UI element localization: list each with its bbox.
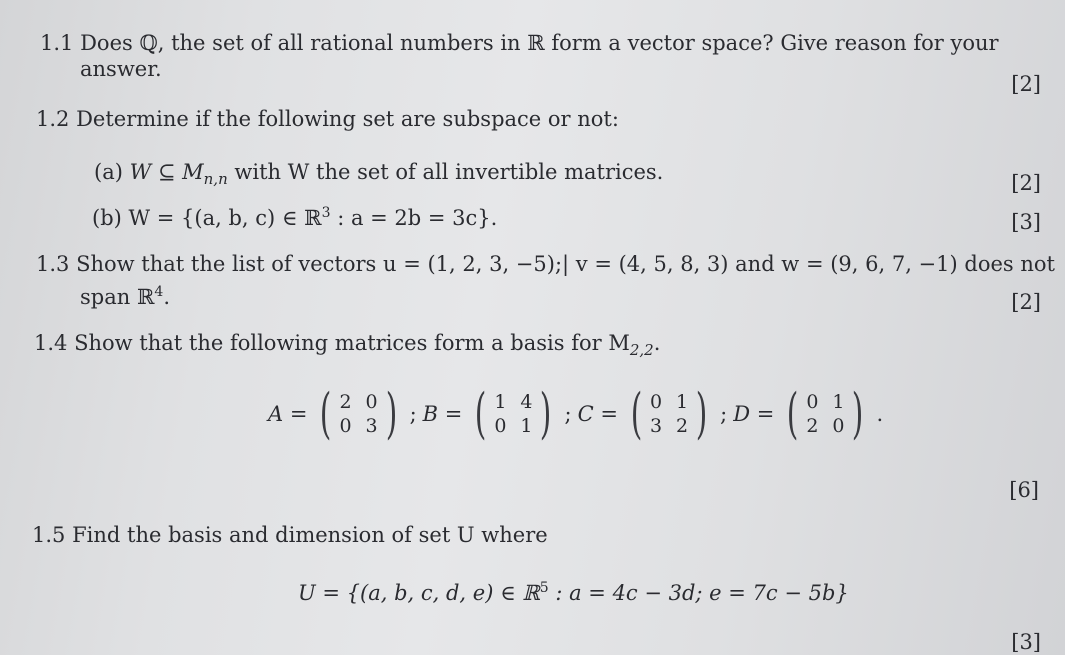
question-1-5	[32, 523, 548, 547]
question-1-4	[34, 331, 660, 362]
right-paren: )	[852, 382, 864, 445]
matrix-c-label: C =	[577, 402, 618, 426]
separator: ;	[409, 402, 417, 426]
left-paren: (	[320, 382, 332, 445]
cell: 4	[520, 391, 533, 413]
question-1-1-continuation	[80, 57, 162, 81]
question-number: 1.2	[36, 107, 70, 131]
question-text: Find the basis and dimension of set U where	[72, 523, 548, 547]
matrix-cells	[803, 391, 847, 437]
question-number: 1.5	[32, 523, 66, 547]
separator: ;	[720, 402, 728, 426]
question-text: Determine if the following set are subspace or not:	[76, 107, 619, 131]
marks-1-5: [3]	[1011, 630, 1041, 654]
superscript: 4	[154, 284, 164, 300]
part-1-2-a	[94, 160, 663, 191]
marks-1-2-a: [2]	[1011, 171, 1041, 195]
question-number: 1.3	[36, 252, 70, 276]
cell: 0	[806, 391, 819, 413]
superscript: 3	[321, 205, 331, 221]
equation-end: : a = 4c − 3d; e = 7c − 5b}	[548, 581, 849, 605]
marks-1-3: [2]	[1011, 290, 1041, 314]
cell: 1	[494, 391, 507, 413]
marks-1-4: [6]	[1009, 478, 1039, 502]
cell: 1	[832, 391, 845, 413]
part-1-2-b	[92, 201, 497, 230]
question-1-3-continuation	[80, 280, 170, 309]
part-label: (a)	[94, 160, 123, 184]
question-text-end: .	[163, 285, 171, 309]
matrix-b-label: B =	[422, 402, 463, 426]
question-text: Show that the list of vectors u = (1, 2, 3, −5);| v = (4, 5, 8, 3) and w = (9, 6, 7, −1) does not	[76, 252, 1055, 276]
cell: 0	[339, 415, 352, 437]
question-number: 1.1	[40, 31, 74, 55]
question-text: span ℝ	[80, 285, 155, 309]
separator: .	[876, 402, 884, 426]
matrix-c	[626, 382, 712, 445]
equation-start: U = {(a, b, c, d, e) ∈ ℝ	[298, 581, 540, 605]
subscript: 2,2	[629, 341, 654, 360]
cell: 0	[365, 391, 378, 413]
matrix-a	[315, 382, 401, 445]
marks-1-2-b: [3]	[1011, 210, 1041, 234]
matrix-cells	[337, 391, 381, 437]
question-1-1	[40, 31, 999, 55]
right-paren: )	[695, 382, 708, 445]
left-paren: (	[475, 382, 487, 445]
matrix-d	[782, 382, 868, 445]
cell: 0	[649, 391, 663, 413]
cell: 2	[675, 415, 689, 437]
marks-1-1: [2]	[1011, 72, 1041, 96]
matrix-a-label: A =	[268, 402, 308, 426]
cell: 1	[520, 415, 533, 437]
cell: 1	[675, 391, 689, 413]
cell: 2	[339, 391, 352, 413]
question-number: 1.4	[34, 331, 68, 355]
question-text: Does ℚ, the set of all rational numbers in ℝ form a vector space? Give reason for your	[80, 31, 999, 55]
cell: 3	[365, 415, 378, 437]
part-math: W ⊆ M	[129, 160, 204, 184]
matrix-b	[470, 382, 556, 445]
left-paren: (	[630, 382, 643, 445]
right-paren: )	[385, 382, 397, 445]
left-paren: (	[787, 382, 799, 445]
separator: ;	[564, 402, 572, 426]
question-text-end: .	[653, 331, 661, 355]
superscript: 5	[539, 580, 549, 596]
part-text: with W the set of all invertible matrices.	[227, 160, 664, 184]
part-text: : a = 2b = 3c}.	[330, 206, 498, 230]
matrix-cells	[491, 391, 535, 437]
cell: 0	[494, 415, 507, 437]
equation-1-5	[298, 576, 849, 605]
question-text: Show that the following matrices form a basis for M	[74, 331, 630, 355]
matrix-equations	[268, 384, 883, 444]
matrix-d-label: D =	[733, 402, 775, 426]
question-1-2	[36, 107, 619, 131]
cell: 2	[806, 415, 819, 437]
question-text: answer.	[80, 57, 162, 81]
part-label: (b)	[92, 206, 122, 230]
question-1-3	[36, 252, 1055, 276]
matrix-cells	[647, 391, 691, 437]
part-math: W = {(a, b, c) ∈ ℝ	[128, 206, 322, 230]
right-paren: )	[540, 382, 552, 445]
subscript: n,n	[203, 170, 228, 189]
cell: 0	[832, 415, 845, 437]
cell: 3	[649, 415, 663, 437]
